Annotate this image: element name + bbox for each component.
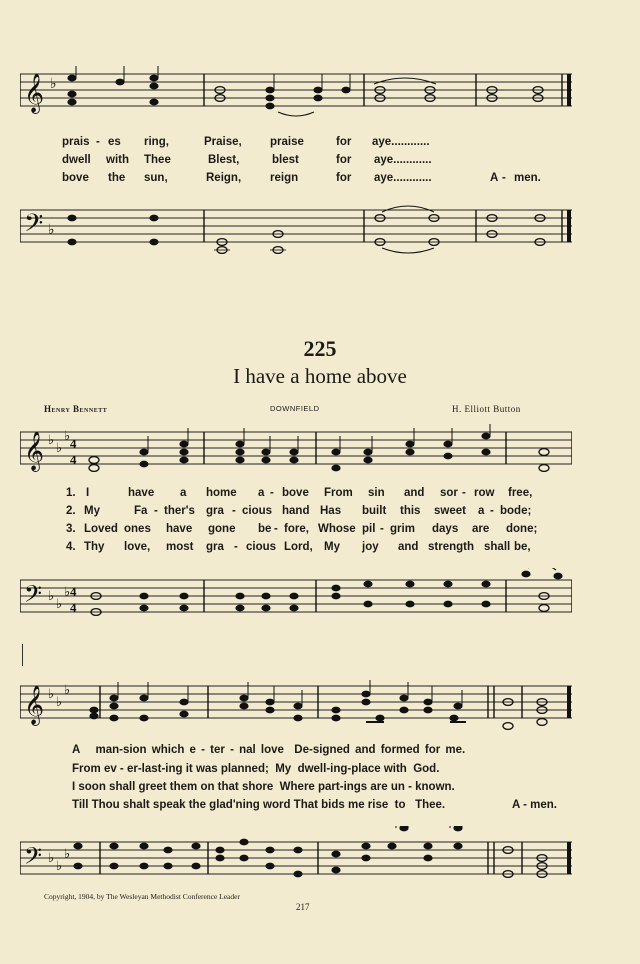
lyric-syllable: for bbox=[336, 136, 352, 148]
top-lyric-line-2 bbox=[0, 154, 640, 172]
lyric-syllable: for bbox=[336, 172, 352, 184]
svg-text:4: 4 bbox=[70, 452, 77, 467]
top-lyric-line-1 bbox=[0, 136, 640, 154]
lyric-syllable: love, bbox=[124, 541, 151, 553]
system-one-bass-staff bbox=[20, 568, 572, 620]
lyric-syllable: - bbox=[462, 487, 466, 499]
lyric-syllable: Praise, bbox=[204, 136, 242, 148]
svg-text:4: 4 bbox=[70, 584, 77, 599]
svg-text:♭: ♭ bbox=[64, 846, 71, 861]
svg-text:𝄞: 𝄞 bbox=[24, 433, 45, 470]
lyric-syllable: - bbox=[232, 505, 236, 517]
svg-text:𝄞: 𝄞 bbox=[24, 75, 45, 112]
lyric-syllable: sin bbox=[368, 487, 385, 499]
svg-text:♭: ♭ bbox=[56, 694, 63, 709]
system-two-treble-staff bbox=[20, 680, 572, 732]
lyric-line: A man-sion which e - ter - nal love De-signed and formed for me. bbox=[72, 744, 466, 756]
verse-1-line-a bbox=[0, 487, 640, 505]
lyric-syllable: for bbox=[336, 154, 352, 166]
verse-number: 3. bbox=[66, 523, 76, 535]
verse-number: 1. bbox=[66, 487, 76, 499]
lyric-syllable: I bbox=[86, 487, 90, 499]
verse-number: 2. bbox=[66, 505, 76, 517]
lyric-line: Till Thou shalt speak the glad'ning word That bids me rise to Thee. bbox=[72, 799, 446, 811]
lyric-syllable: shall bbox=[484, 541, 511, 553]
lyric-syllable: have bbox=[128, 487, 155, 499]
verse-3-line-b bbox=[72, 781, 640, 799]
svg-text:𝄢: 𝄢 bbox=[24, 582, 43, 613]
lyric-syllable: sweet bbox=[434, 505, 466, 517]
lyric-line: I soon shall greet them on that shore Where part-ings are un - known. bbox=[72, 781, 455, 793]
lyric-syllable: home bbox=[206, 487, 237, 499]
author-credit: Henry Bennett bbox=[44, 404, 108, 414]
lyric-syllable: ring, bbox=[144, 136, 169, 148]
lyric-syllable: Thee bbox=[144, 154, 171, 166]
lyric-syllable: gra bbox=[206, 505, 224, 517]
lyric-syllable: My bbox=[324, 541, 340, 553]
lyric-syllable: Lord, bbox=[284, 541, 313, 553]
lyric-syllable: Thy bbox=[84, 541, 105, 553]
tune-name: DOWNFIELD bbox=[270, 404, 320, 413]
system-two-bass-staff bbox=[20, 826, 572, 880]
lyric-syllable: bode; bbox=[500, 505, 532, 517]
lyric-syllable: pil bbox=[362, 523, 376, 535]
lyric-syllable: sor bbox=[440, 487, 458, 499]
lyric-syllable: - bbox=[502, 172, 506, 184]
lyric-syllable: aye............ bbox=[374, 172, 432, 184]
lyric-syllable: Reign, bbox=[206, 172, 242, 184]
lyric-syllable: - bbox=[154, 505, 158, 517]
lyric-syllable: Fa bbox=[134, 505, 148, 517]
lyric-syllable: - bbox=[234, 541, 238, 553]
lyric-syllable: hand bbox=[282, 505, 310, 517]
lyric-syllable: row bbox=[474, 487, 495, 499]
lyric-syllable: Loved bbox=[84, 523, 118, 535]
lyric-syllable: ther's bbox=[164, 505, 195, 517]
lyric-syllable: - bbox=[274, 523, 278, 535]
lyric-syllable: joy bbox=[362, 541, 379, 553]
lyric-syllable: - bbox=[380, 523, 384, 535]
svg-text:♭: ♭ bbox=[48, 686, 55, 701]
svg-text:♭: ♭ bbox=[48, 850, 55, 865]
svg-text:♭: ♭ bbox=[48, 588, 55, 603]
lyric-syllable: - bbox=[490, 505, 494, 517]
lyric-syllable: done; bbox=[506, 523, 538, 535]
lyric-syllable: My bbox=[84, 505, 100, 517]
verse-3-line-a bbox=[0, 523, 640, 541]
lyric-syllable: the bbox=[108, 172, 126, 184]
lyric-syllable: ones bbox=[124, 523, 151, 535]
lyric-syllable: From bbox=[324, 487, 353, 499]
lyric-syllable: blest bbox=[272, 154, 299, 166]
lyric-syllable: fore, bbox=[284, 523, 309, 535]
lyric-syllable: Has bbox=[320, 505, 342, 517]
lyric-syllable: dwell bbox=[62, 154, 91, 166]
lyric-syllable: Blest, bbox=[208, 154, 240, 166]
svg-text:♭: ♭ bbox=[48, 223, 55, 238]
hymn-number: 225 bbox=[303, 336, 337, 361]
lyric-syllable: aye............ bbox=[374, 154, 432, 166]
lyric-syllable: strength bbox=[428, 541, 474, 553]
lyric-syllable: es bbox=[108, 136, 121, 148]
lyric-syllable: men. bbox=[514, 172, 541, 184]
top-lyric-line-3 bbox=[0, 172, 640, 190]
svg-text:4: 4 bbox=[70, 600, 77, 615]
lyric-syllable: a bbox=[478, 505, 485, 517]
lyric-syllable: sun, bbox=[144, 172, 168, 184]
lyric-syllable: Whose bbox=[318, 523, 356, 535]
lyric-syllable: cious bbox=[246, 541, 277, 553]
lyric-syllable: aye............ bbox=[372, 136, 430, 148]
lyric-syllable: prais bbox=[62, 136, 90, 148]
lyric-syllable: - bbox=[270, 487, 274, 499]
lyric-syllable: with bbox=[106, 154, 129, 166]
lyric-syllable: a bbox=[180, 487, 187, 499]
margin-mark bbox=[22, 644, 23, 666]
svg-text:♭: ♭ bbox=[48, 432, 55, 447]
lyric-syllable: praise bbox=[270, 136, 304, 148]
lyric-syllable: be bbox=[258, 523, 272, 535]
amen-text bbox=[512, 799, 572, 817]
svg-text:4: 4 bbox=[70, 436, 77, 451]
svg-text:♭: ♭ bbox=[56, 858, 63, 873]
page-number: 217 bbox=[296, 902, 310, 912]
lyric-syllable: reign bbox=[270, 172, 299, 184]
lyric-syllable: be, bbox=[514, 541, 531, 553]
lyric-syllable: free, bbox=[508, 487, 533, 499]
lyric-syllable: bove bbox=[282, 487, 309, 499]
lyric-syllable: have bbox=[166, 523, 193, 535]
composer-credit: H. Elliott Button bbox=[452, 404, 521, 414]
amen-label: A - men. bbox=[512, 799, 557, 811]
svg-text:♭: ♭ bbox=[50, 77, 57, 92]
svg-text:♭: ♭ bbox=[64, 428, 71, 443]
lyric-syllable: most bbox=[166, 541, 194, 553]
top-bass-staff bbox=[20, 196, 572, 266]
lyric-syllable: A bbox=[490, 172, 499, 184]
verse-2-line-b bbox=[72, 763, 640, 781]
svg-text:𝄞: 𝄞 bbox=[24, 687, 45, 724]
system-one-treble-staff bbox=[20, 424, 572, 480]
svg-text:♭: ♭ bbox=[56, 440, 63, 455]
lyric-syllable: gra bbox=[206, 541, 224, 553]
verse-2-line-a bbox=[0, 505, 640, 523]
lyric-line: From ev - er-last-ing it was planned; My dwell-ing-place with God. bbox=[72, 763, 440, 775]
top-treble-staff bbox=[20, 66, 572, 124]
svg-text:♭: ♭ bbox=[64, 584, 71, 599]
svg-text:♭: ♭ bbox=[64, 682, 71, 697]
svg-text:𝄢: 𝄢 bbox=[24, 210, 44, 243]
verse-4-line-a bbox=[0, 541, 640, 559]
lyric-syllable: bove bbox=[62, 172, 89, 184]
lyric-syllable: are bbox=[472, 523, 490, 535]
lyric-syllable: grim bbox=[390, 523, 415, 535]
verse-1-line-b bbox=[72, 744, 640, 762]
hymn-title: I have a home above bbox=[233, 364, 407, 388]
verse-number: 4. bbox=[66, 541, 76, 553]
lyric-syllable: gone bbox=[208, 523, 236, 535]
svg-text:♭: ♭ bbox=[56, 596, 63, 611]
lyric-syllable: - bbox=[96, 136, 100, 148]
lyric-syllable: days bbox=[432, 523, 459, 535]
lyric-syllable: and bbox=[398, 541, 419, 553]
svg-text:𝄢: 𝄢 bbox=[24, 844, 43, 875]
lyric-syllable: and bbox=[404, 487, 425, 499]
lyric-syllable: cious bbox=[242, 505, 273, 517]
lyric-syllable: a bbox=[258, 487, 265, 499]
lyric-syllable: built bbox=[362, 505, 387, 517]
copyright-notice: Copyright, 1904, by The Wesleyan Methodist Conference Leader bbox=[44, 892, 240, 901]
lyric-syllable: this bbox=[400, 505, 421, 517]
